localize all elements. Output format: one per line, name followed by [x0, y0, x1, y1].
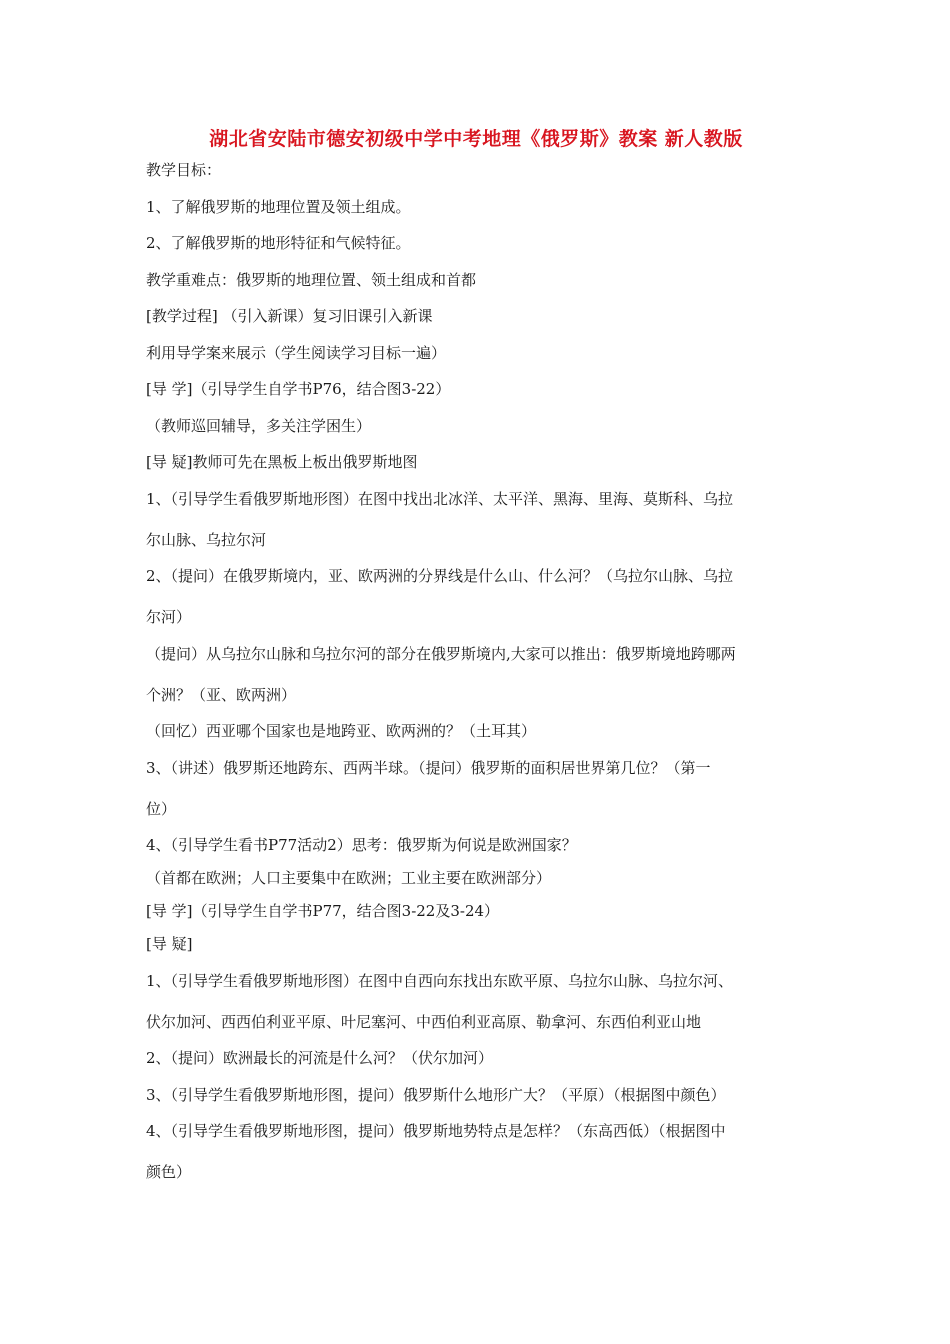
text-line: 尔河）	[146, 608, 192, 626]
paragraph	[146, 971, 810, 1032]
paragraph	[146, 306, 810, 326]
text-line: 利用导学案来展示（学生阅读学习目标一遍）	[146, 343, 447, 362]
paragraph	[146, 901, 810, 921]
paragraph	[146, 489, 810, 550]
text-line: 教学重难点：俄罗斯的地理位置、领土组成和首都	[146, 270, 477, 289]
text-line: 3、（讲述）俄罗斯还地跨东、西两半球。（提问）俄罗斯的面积居世界第几位？（第一	[146, 758, 711, 777]
text-line: （提问）从乌拉尔山脉和乌拉尔河的部分在俄罗斯境内,大家可以推出：俄罗斯境地跨哪两	[146, 644, 736, 663]
paragraph	[146, 197, 810, 217]
text-line: 4、（引导学生看俄罗斯地形图，提问）俄罗斯地势特点是怎样？（东高西低）（根据图中	[146, 1122, 726, 1140]
text-line: 尔山脉、乌拉尔河	[146, 530, 267, 549]
text-line: 3、（引导学生看俄罗斯地形图，提问）俄罗斯什么地形广大？（平原）（根据图中颜色）	[146, 1085, 726, 1104]
text-line: 1、了解俄罗斯的地理位置及领土组成。	[146, 197, 411, 216]
document-body	[146, 160, 810, 1199]
text-line: 伏尔加河、西西伯利亚平原、叶尼塞河、中西伯利亚高原、勒拿河、东西伯利亚山地	[146, 1012, 702, 1031]
paragraph	[146, 343, 810, 363]
text-line: [导 学]（引导学生自学书P76，结合图3-22）	[146, 380, 451, 398]
paragraph	[146, 721, 810, 741]
text-line: （回忆）西亚哪个国家也是地跨亚、欧两洲的？（土耳其）	[146, 722, 537, 740]
paragraph	[146, 1048, 810, 1068]
text-line: 教学目标：	[146, 161, 222, 179]
text-line: 1、（引导学生看俄罗斯地形图）在图中自西向东找出东欧平原、乌拉尔山脉、乌拉尔河、	[146, 971, 734, 990]
text-line: 2、了解俄罗斯的地形特征和气候特征。	[146, 234, 411, 252]
text-line: 1、（引导学生看俄罗斯地形图）在图中找出北冰洋、太平洋、黑海、里海、莫斯科、乌拉	[146, 489, 734, 508]
text-line: [导 疑]	[146, 935, 193, 953]
text-line: 4、（引导学生看书P77活动2）思考：俄罗斯为何说是欧洲国家？	[146, 836, 577, 854]
paragraph	[146, 452, 810, 472]
text-line: 2、（提问）在俄罗斯境内，亚、欧两洲的分界线是什么山、什么河？（乌拉尔山脉、乌拉	[146, 567, 734, 585]
text-line: [教学过程] （引入新课）复习旧课引入新课	[146, 307, 433, 325]
paragraph	[146, 566, 810, 627]
paragraph	[146, 758, 810, 819]
paragraph	[146, 416, 810, 436]
paragraph	[146, 835, 810, 855]
text-line: 位）	[146, 799, 177, 818]
paragraph	[146, 644, 810, 705]
text-line: 颜色）	[146, 1163, 192, 1181]
paragraph	[146, 934, 810, 954]
paragraph	[146, 1085, 810, 1105]
text-line: [导 疑]教师可先在黑板上板出俄罗斯地图	[146, 453, 418, 471]
paragraph	[146, 233, 810, 253]
paragraph	[146, 379, 810, 399]
document-title: 湖北省安陆市德安初级中学中考地理《俄罗斯》教案 新人教版	[209, 128, 743, 150]
text-line: [导 学]（引导学生自学书P77，结合图3-22及3-24）	[146, 902, 500, 920]
text-line: （首都在欧洲；人口主要集中在欧洲；工业主要在欧洲部分）	[146, 869, 552, 887]
paragraph	[146, 270, 810, 290]
paragraph	[146, 160, 810, 180]
text-line: 2、（提问）欧洲最长的河流是什么河？（伏尔加河）	[146, 1049, 494, 1067]
text-line: 个洲？（亚、欧两洲）	[146, 685, 297, 704]
text-line: （教师巡回辅导，多关注学困生）	[146, 416, 372, 435]
paragraph	[146, 868, 810, 888]
paragraph	[146, 1121, 810, 1182]
